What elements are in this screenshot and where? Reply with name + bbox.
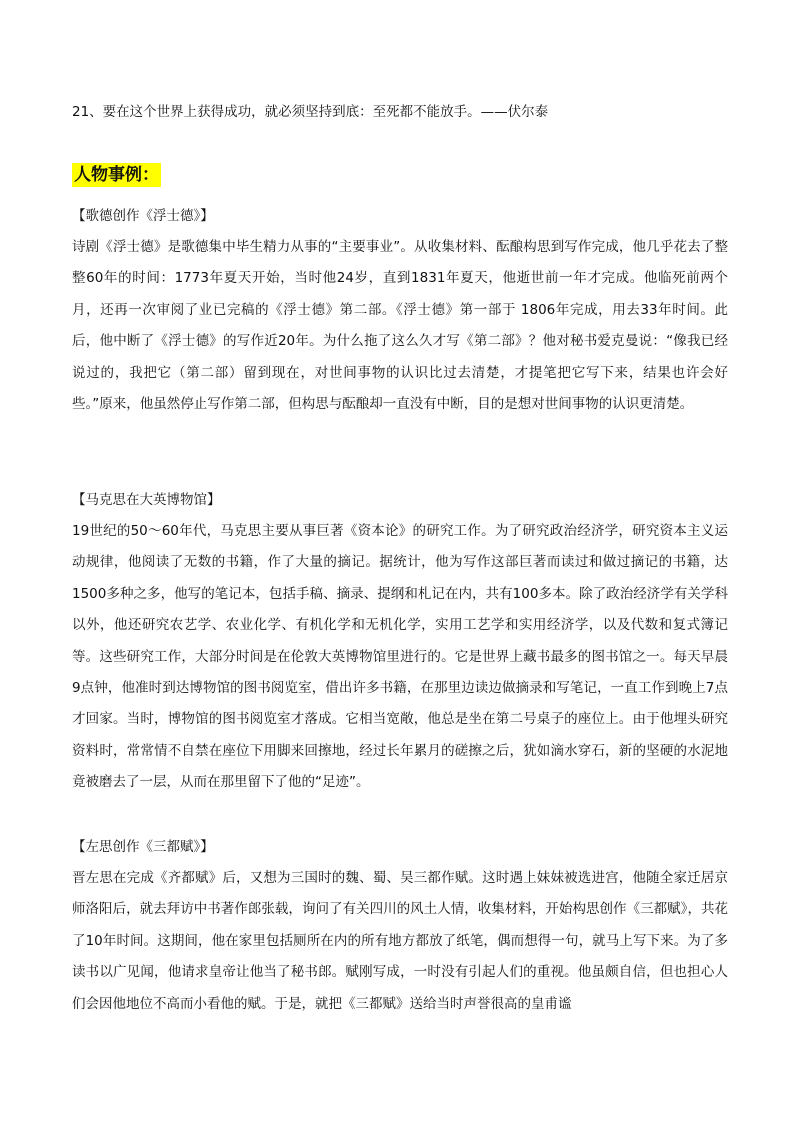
section-heading-highlighted: 人物事例： [74,165,159,185]
example-title: 【左思创作《三都赋》】 [72,839,214,855]
example-goethe [72,201,728,420]
example-body: 晋左思在完成《齐都赋》后，又想为三国时的魏、蜀、吴三都作赋。这时遇上妹妹被选进宫，他随全家迁居京师洛阳后，就去拜访中书著作郎张载，询问了有关四川的风土人情，收集材料，开始构思创作《三都赋》，共花了10年时间。这期间，他在家里包括厕所在内的所有地方都放了纸笔，偶而想得一句，就马上写下来。为了多读书以广见闻，他请求皇帝让他当了秘书郎。赋刚写成，一时没有引起人们的重视。他虽颇自信，但也担心人们会因他地位不高而小看他的赋。于是，就把《三都赋》送给当时声誉很高的皇甫谧 [72,870,728,1012]
example-marx [72,485,728,799]
example-title: 【马克思在大英博物馆】 [72,492,221,508]
example-zuosi [72,832,728,1020]
quote-line: 21、要在这个世界上获得成功，就必须坚持到底：至死都不能放手。——伏尔泰 [72,104,549,120]
example-body: 诗剧《浮士德》是歌德集中毕生精力从事的“主要事业”。从收集材料、酝酿构思到写作完成，他几乎花去了整整60年的时间：1773年夏天开始，当时他24岁，直到1831年夏天，他逝世前一年才完成。他临死前两个月，还再一次审阅了业已完稿的《浮士德》第二部。《浮士德》第一部于 1806年完成，用去33年时间。此后，他中断了《浮士德》的写作近20年。为什么拖了这么久才写《第二部》？他对秘书爱克曼说：“像我已经说过的，我把它（第二部）留到现在，对世间事物的认识比过去清楚，才提笔把它写下来，结果也许会好些。”原来，他虽然停止写作第二部，但构思与酝酿却一直没有中断，目的是想对世间事物的认识更清楚。 [72,239,728,413]
example-title: 【歌德创作《浮士德》】 [72,208,214,224]
example-body: 19世纪的50～60年代，马克思主要从事巨著《资本论》的研究工作。为了研究政治经济学，研究资本主义运动规律，他阅读了无数的书籍，作了大量的摘记。据统计，他为写作这部巨著而读过和做过摘记的书籍，达1500多种之多，他写的笔记本，包括手稿、摘录、提纲和札记在内，共有100多本。除了政治经济学有关学科以外，他还研究农艺学、农业化学、有机化学和无机化学，实用工艺学和实用经济学，以及代数和复式簿记等。这些研究工作，大部分时间是在伦敦大英博物馆里进行的。它是世界上藏书最多的图书馆之一。每天早晨9点钟，他准时到达博物馆的图书阅览室，借出许多书籍，在那里边读边做摘录和写笔记，一直工作到晚上7点才回家。当时，博物馆的图书阅览室才落成。它相当宽敞，他总是坐在第二号桌子的座位上。由于他埋头研究资料时，常常情不自禁在座位下用脚来回擦地，经过长年累月的磋擦之后，犹如滴水穿石，新的坚硬的水泥地竟被磨去了一层，从而在那里留下了他的“足迹”。 [72,523,728,791]
